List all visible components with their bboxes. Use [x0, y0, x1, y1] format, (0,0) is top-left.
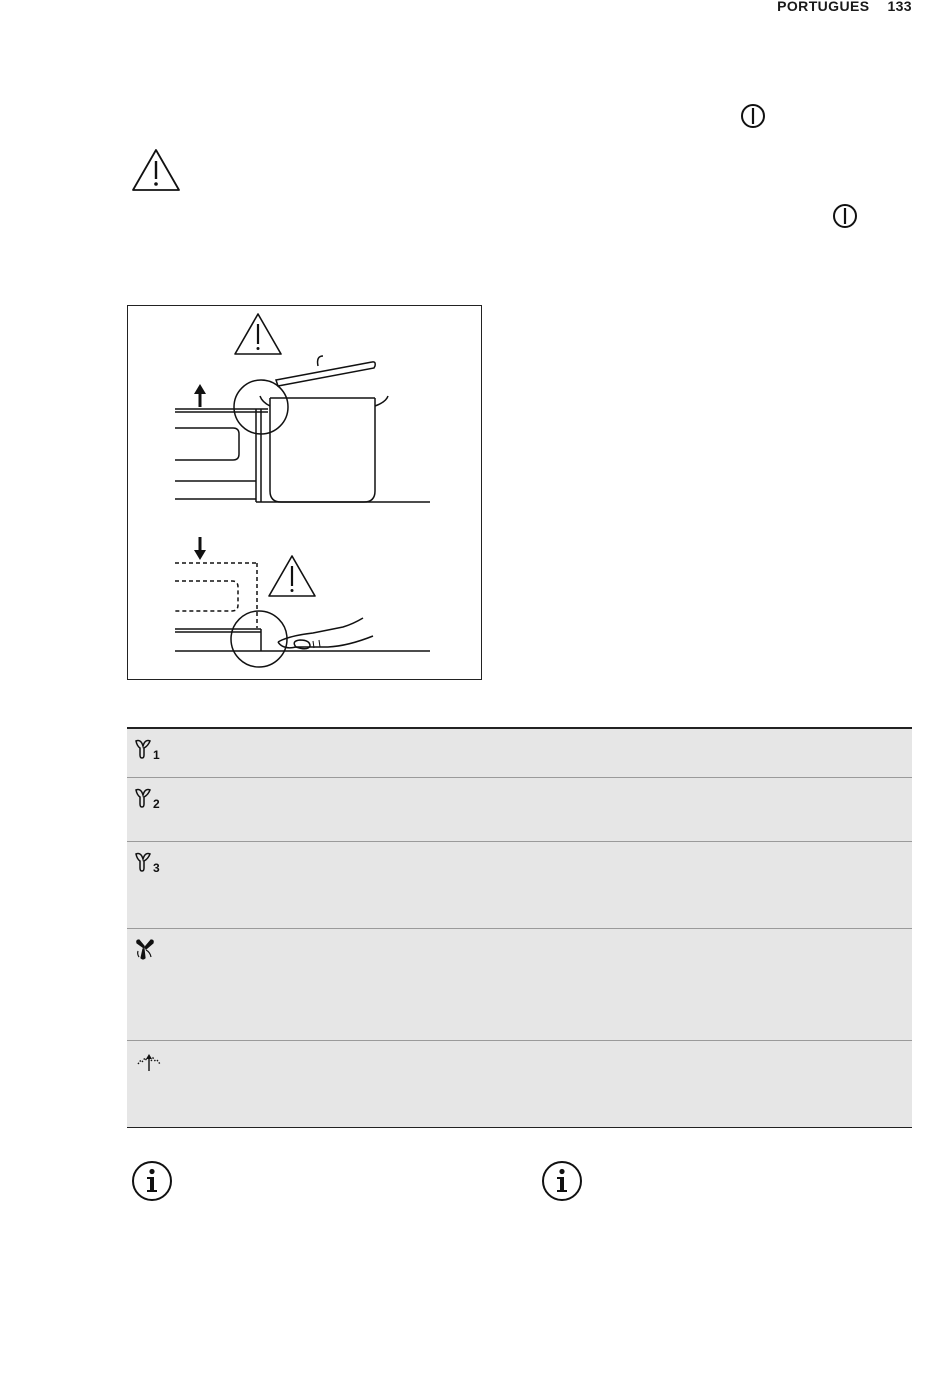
- table-cell: [127, 777, 912, 841]
- fan-speed-3-icon: [133, 850, 167, 876]
- language-label: PORTUGUES: [777, 0, 870, 14]
- table-cell: [127, 928, 912, 1040]
- fan-auto-icon: [133, 1049, 167, 1075]
- svg-text:3: 3: [153, 860, 160, 875]
- pan-drawer-illustration: [127, 305, 482, 680]
- table-cell: [127, 1040, 912, 1127]
- fan-speed-1-icon: [133, 737, 167, 763]
- table-row: [127, 728, 912, 777]
- arrow-down-icon: [194, 537, 206, 560]
- warning-triangle-icon: [131, 148, 181, 197]
- warning-triangle-icon: [235, 314, 281, 354]
- page-header: [777, 0, 912, 14]
- fan-speed-2-icon: [133, 786, 167, 812]
- power-icon: [740, 103, 766, 134]
- table-cell: [127, 841, 912, 928]
- table-row: [127, 777, 912, 841]
- power-icon: [832, 203, 858, 234]
- info-icon: [131, 1160, 173, 1207]
- svg-text:2: 2: [153, 796, 160, 811]
- svg-text:1: 1: [153, 748, 160, 762]
- table-row: [127, 1040, 912, 1127]
- fan-speed-table: [127, 727, 912, 1128]
- table-row: [127, 928, 912, 1040]
- table-cell: [127, 728, 912, 777]
- page-number: 133: [887, 0, 912, 14]
- warning-triangle-icon: [269, 556, 315, 596]
- arrow-up-icon: [194, 384, 206, 407]
- info-icon: [541, 1160, 583, 1207]
- table-row: [127, 841, 912, 928]
- fan-boost-icon: [133, 937, 167, 963]
